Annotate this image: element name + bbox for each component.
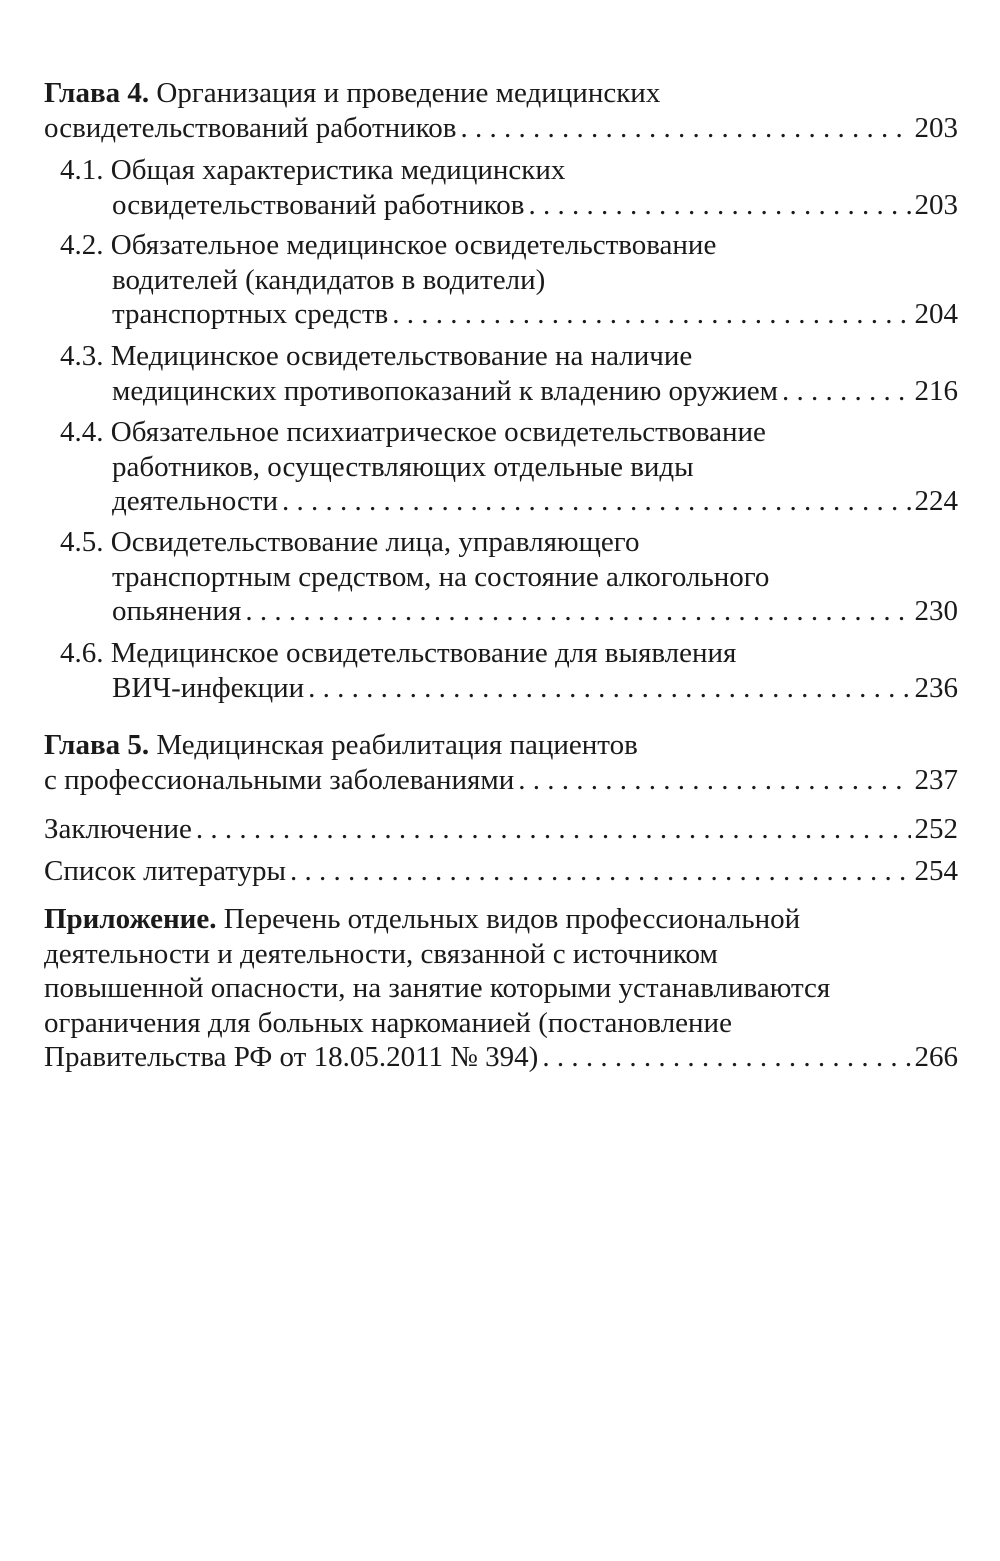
dot-leader: [245, 594, 910, 629]
toc-entry: [60, 228, 958, 332]
toc-entry: [60, 636, 958, 705]
toc-line: [44, 763, 958, 798]
toc-line: [60, 484, 958, 519]
dot-leader: [460, 111, 910, 146]
dot-leader: [782, 374, 911, 409]
toc-line: [60, 594, 958, 629]
toc-line: [44, 854, 958, 889]
toc-title: работников, осуществляющих отдельные виды: [112, 450, 694, 483]
toc-entry: [60, 525, 958, 629]
toc-title: опьянения: [112, 595, 242, 627]
toc-line: [44, 728, 958, 763]
toc-title: Общая характеристика медицинских: [110, 154, 566, 186]
page-number: 237: [914, 763, 958, 796]
toc-line: [44, 902, 958, 937]
toc-line: [44, 812, 958, 847]
toc-title: Обязательное медицинское освидетельствование: [110, 229, 717, 261]
toc-label: 4.4.: [60, 416, 104, 448]
toc-label: 4.2.: [60, 229, 104, 261]
toc-line: [60, 263, 958, 298]
toc-title: освидетельствований работников: [44, 111, 457, 144]
toc-entry: [60, 339, 958, 408]
dot-leader: [528, 188, 910, 223]
toc-line: [60, 374, 958, 409]
toc-entry: [60, 153, 958, 222]
toc-entry: [60, 415, 958, 519]
toc-line: [44, 76, 958, 111]
toc-title: Список литературы: [44, 855, 287, 887]
toc-line: [60, 188, 958, 223]
toc-line: [60, 636, 958, 671]
page-number: 236: [914, 671, 958, 704]
toc-title: деятельности и деятельности, связанной с источником: [44, 937, 718, 970]
toc-entry: [44, 902, 958, 1075]
toc-label: 4.5.: [60, 526, 104, 558]
toc-label: Приложение.: [44, 903, 217, 935]
dot-leader: [282, 484, 910, 519]
page-number: 252: [914, 813, 958, 845]
toc-title: транспортных средств: [112, 298, 389, 330]
page-number: 230: [914, 595, 958, 627]
toc-title: повышенной опасности, на занятие которыми устанавливаются: [44, 972, 831, 1004]
toc-line: [60, 525, 958, 560]
toc-line: [44, 1006, 958, 1041]
page-number: 266: [914, 1041, 958, 1073]
toc-label: 4.1.: [60, 154, 104, 186]
toc-line: [60, 297, 958, 332]
toc-line: [60, 671, 958, 706]
toc-title: с профессиональными заболеваниями: [44, 763, 515, 796]
page-number: 224: [914, 485, 958, 517]
toc-label: 4.3.: [60, 340, 104, 372]
toc-title: Медицинское освидетельствование на наличие: [110, 340, 693, 372]
toc-label: Глава 5.: [44, 729, 150, 761]
page-number: 216: [914, 374, 958, 407]
toc-line: [44, 971, 958, 1006]
page-number: 204: [914, 298, 958, 330]
toc-label: 4.6.: [60, 637, 104, 669]
toc-entry: [44, 812, 958, 847]
toc-title: ограничения для больных наркоманией (постановление: [44, 1006, 732, 1039]
toc-line: [44, 937, 958, 972]
toc-line: [60, 415, 958, 450]
dot-leader: [196, 812, 911, 847]
page-number: 203: [914, 111, 958, 144]
dot-leader: [290, 854, 910, 889]
toc-line: [60, 228, 958, 263]
dot-leader: [308, 671, 910, 706]
toc-label: Глава 4.: [44, 77, 150, 109]
toc-title: Медицинское освидетельствование для выявления: [110, 637, 737, 669]
toc-title: освидетельствований работников: [112, 188, 525, 221]
toc-line: [44, 111, 958, 146]
toc-title: водителей (кандидатов в водители): [112, 263, 546, 296]
toc-title: ВИЧ-инфекции: [112, 671, 305, 704]
toc-title: деятельности: [112, 485, 279, 517]
dot-leader: [542, 1040, 910, 1075]
page-number: 203: [914, 188, 958, 221]
toc-title: Медицинская реабилитация пациентов: [156, 729, 638, 761]
toc-title: Перечень отдельных видов профессиональной: [223, 903, 801, 935]
toc-entry: [44, 854, 958, 889]
toc-line: [60, 450, 958, 485]
toc-line: [60, 339, 958, 374]
toc-line: [60, 560, 958, 595]
toc-entry: [44, 728, 958, 797]
page-number: 254: [914, 855, 958, 887]
toc-entry: [44, 76, 958, 145]
toc-title: Освидетельствование лица, управляющего: [110, 526, 640, 558]
toc-title: транспортным средством, на состояние алкогольного: [112, 560, 770, 593]
toc-title: Правительства РФ от 18.05.2011 № 394): [44, 1041, 539, 1073]
toc-title: Обязательное психиатрическое освидетельствование: [110, 416, 766, 448]
dot-leader: [392, 297, 910, 332]
toc-title: Организация и проведение медицинских: [156, 77, 661, 109]
dot-leader: [518, 763, 910, 798]
toc-line: [44, 1040, 958, 1075]
toc-line: [60, 153, 958, 188]
toc-title: Заключение: [44, 813, 192, 845]
toc-title: медицинских противопоказаний к владению оружием: [112, 374, 778, 407]
